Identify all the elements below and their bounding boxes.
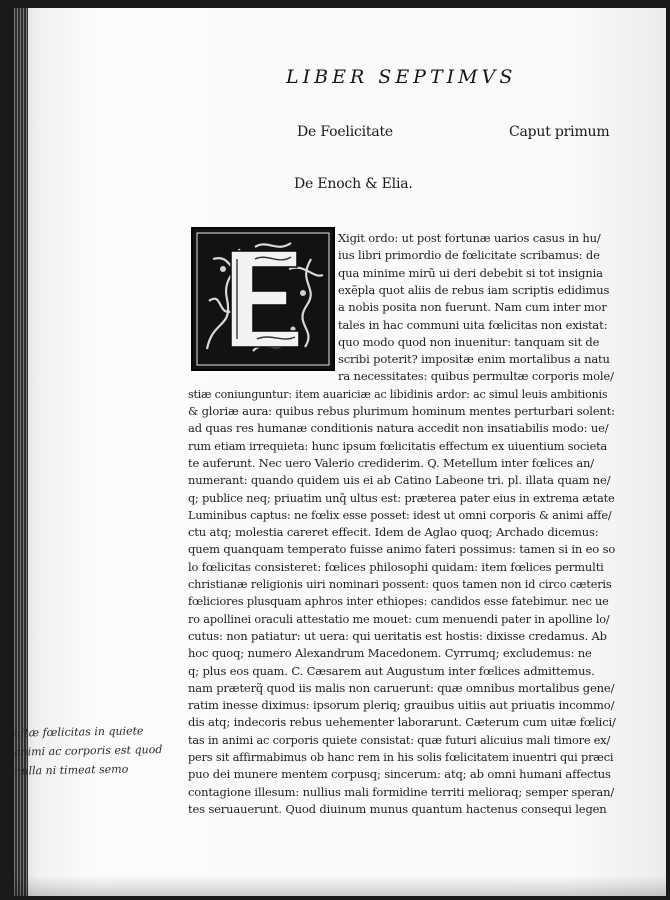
text-line: fœliciores plusquam aphros inter ethiopes: candidos esse fatebimur. nec ue: [188, 595, 609, 609]
section-subheading: De Enoch & Elia.: [294, 176, 413, 192]
text-line: te auferunt. Nec uero Valerio crediderim. Q. Metellum inter fœlices an/: [188, 455, 595, 470]
text-line: lo fœlicitas consisteret: fœlices philosophi quidam: item fœlices permulti: [188, 559, 604, 574]
text-line: nam præterq̃ quod iis malis non caruerunt: quæ omnibus mortalibus gene/: [188, 680, 615, 695]
handwritten-margin-note: [14, 720, 200, 780]
text-line: qua minime mirũ ui deri debebit si tot insignia: [338, 265, 603, 280]
text-line: ius libri primordio de fœlicitate scribamus: de: [338, 248, 600, 263]
text-line: contagione illesum: nullius mali formidine territi melioraq; semper speran/: [188, 784, 615, 799]
text-line: ratim inesse diximus: ipsorum pleriq; grauibus uitiis aut priuatis incommo/: [188, 698, 615, 713]
chapter-number: Caput primum: [509, 124, 610, 140]
text-line: tales in hac communi uita fœlicitas non existat:: [338, 317, 608, 332]
text-line: cutus: non patiatur: ut uera: qui ueritatis est hostis: dixisse credamus. Ab: [188, 628, 607, 643]
text-line: dis atq; indecoris rebus uehementer laborarunt. Cæterum cum uitæ fœlici/: [188, 715, 616, 730]
text-line: ad quas res humanæ conditionis natura accedit non insatiabilis modo: ue/: [188, 421, 609, 436]
margin-note-line: nulla ni timeat semo: [14, 762, 129, 778]
text-line: ctu atq; molestia careret effecit. Idem de Aglao quoq; Archado dicemus:: [188, 525, 599, 540]
text-line: quem quanquam temperato fuisse animo fateri possimus: tamen si in eo so: [188, 542, 616, 557]
text-line: exẽpla quot aliis de rebus iam scriptis edidimus: [338, 282, 610, 297]
running-head: LIBER SEPTIMVS: [286, 66, 517, 88]
text-line: q; publice neq; priuatim unq̃ ultus est: præterea pater eius in extrema ætate: [188, 491, 615, 505]
text-line: rum etiam irrequieta: hunc ipsum fœlicitatis effectum ex uiuentium societa: [188, 439, 608, 453]
text-line: christianæ religionis uiri nominari possent: quos tamen non id circo cæteris: [188, 578, 612, 591]
text-line: Luminibus captus: ne fœlix esse posset: idest ut omni corporis & animi affe/: [188, 508, 612, 522]
text-line: Xigit ordo: ut post fortunæ uarios casus in hu/: [338, 231, 601, 245]
text-line: & gloriæ aura: quibus rebus plurimum hominum mentes perturbari solent:: [188, 404, 615, 418]
text-line: hoc quoq; numero Alexandrum Macedonem. Cyrrumq; excludemus: ne: [188, 646, 592, 661]
margin-note-line: animi ac corporis est quod: [14, 743, 163, 759]
text-line: q; plus eos quam. C. Cæsarem aut Augustum inter fœlices admittemus.: [188, 663, 595, 678]
text-line: ra necessitates: quibus permultæ corporis mole/: [338, 369, 614, 384]
text-line: a nobis posita non fuerunt. Nam cum inter mor: [338, 300, 607, 315]
text-line: stiæ coniunguntur: item auariciæ ac libidinis ardor: ac simul leuis ambitionis: [188, 387, 608, 401]
text-line: quo modo quod non inuenitur: tanquam sit de: [338, 334, 600, 349]
text-line: ro apollinei oraculi attestatio me mouet: cum menuendi pater in apolline lo/: [188, 612, 610, 626]
page-shadow: [14, 876, 666, 896]
text-line: scribi poterit? impositæ enim mortalibus a natu: [338, 352, 610, 367]
text-line: puo dei munere mentem corpusq; sincerum: atq; ab omni humani affectus: [188, 767, 611, 782]
text-line: pers sit affirmabimus ob hanc rem in his solis fœlicitatem inuentri qui præci: [188, 751, 614, 764]
margin-note-line: uitæ fœlicitas in quiete: [14, 724, 144, 740]
text-line: numerant: quando quidem uis ei ab Catino Labeone tri. pl. illata quam ne/: [188, 473, 611, 488]
text-line: tes seruauerunt. Quod diuinum munus quantum hactenus consequi legen: [188, 801, 607, 816]
book-page: [14, 8, 666, 896]
chapter-title: De Foelicitate: [297, 124, 393, 140]
text-line: tas in animi ac corporis quiete consistat: quæ futuri alicuius mali timore ex/: [188, 733, 611, 747]
